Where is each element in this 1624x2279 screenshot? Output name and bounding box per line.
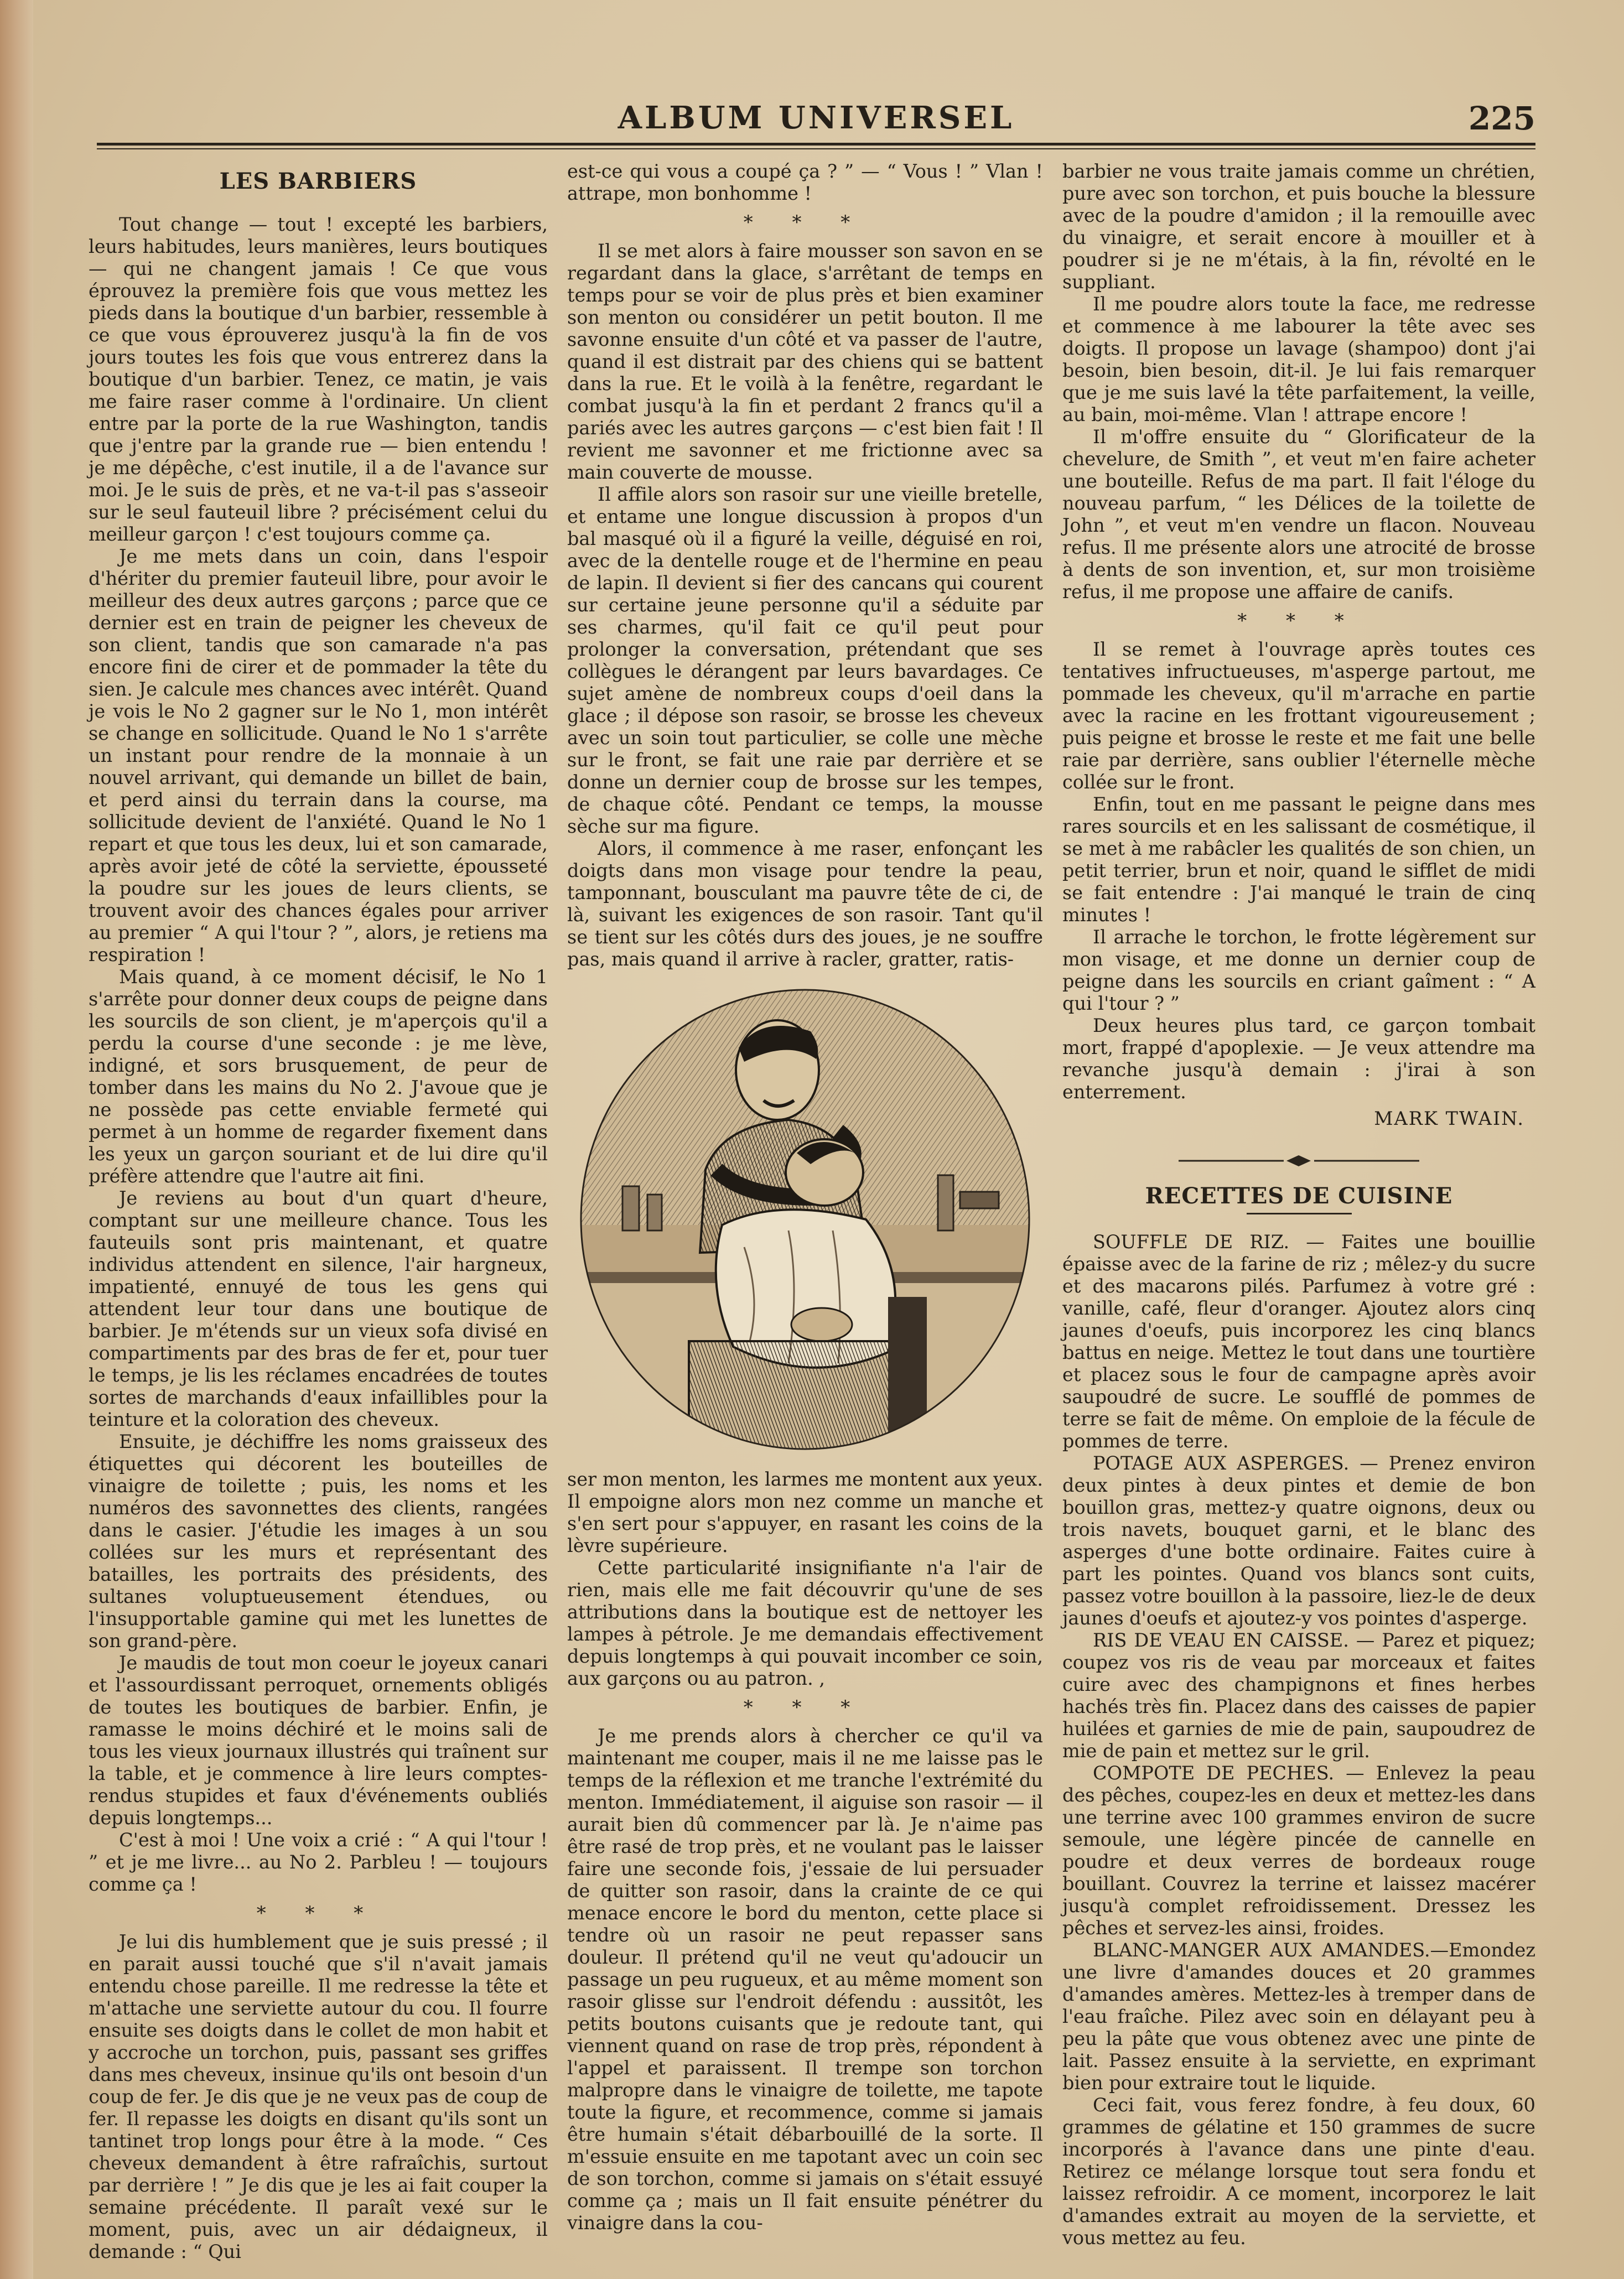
column-1	[89, 160, 548, 2262]
page-spine-shadow	[0, 0, 33, 2279]
paragraph: Alors, il commence à me raser, enfonçant les doigts dans mon visage pour tendre la peau, tamponnant, bousculant ma pauvre tête de ci, de là, suivant les exigences de son rasoir. Tant qu'il se tient sur les côtés durs des joues, je ne souffre pas, mais quand il arrive à racler, gratter, ratis-	[567, 838, 1043, 970]
paragraph: Je maudis de tout mon coeur le joyeux canari et l'assourdissant perroquet, ornements obligés de toutes les boutiques de barbier. Enfin, je ramasse le moins déchiré et le moins sali de tous les vieux journaux illustrés qui traînent sur la table, et je commence à lire leurs comptes-rendus stupides et faux d'événements oubliés depuis longtemps...	[89, 1652, 548, 1829]
recipe-paragraph: SOUFFLE DE RIZ. — Faites une bouillie épaisse avec de la farine de riz ; mêlez-y du sucre et des macarons pilés. Parfumez à votre gré : vanille, café, fleur d'oranger. Ajoutez alors cinq jaunes d'oeufs, puis incorporez les cinq blancs battus en neige. Mettez le tout dans une tourtière et placez sous le four de campagne après avoir saupoudré de sucre. Le soufflé de pommes de terre se fait de même. On emploie de la fécule de pommes de terre.	[1062, 1231, 1535, 1452]
paragraph: C'est à moi ! Une voix a crié : “ A qui l'tour ! ” et je me livre... au No 2. Parbleu ! — toujours comme ça !	[89, 1829, 548, 1895]
recipe-paragraph: POTAGE AUX ASPERGES. — Prenez environ deux pintes à deux pintes et demie de bon bouillon gras, mettez-y quatre oignons, deux ou trois navets, bouquet garni, et le blanc des asperges d'une botte ordinaire. Faites cuire à part les pointes. Quand vos blancs sont cuits, passez votre bouillon à la passoire, liez-le de deux jaunes d'oeufs et ajoutez-y vos pointes d'asperge.	[1062, 1452, 1535, 1629]
recipes-title: RECETTES DE CUISINE	[1145, 1183, 1453, 1209]
recipe-paragraph: BLANC-MANGER AUX AMANDES.—Emondez une livre d'amandes douces et 20 grammes d'amandes amères. Mettez-les à tremper dans de l'eau fraîche. Pilez avec soin en délayant peu à peu la pâte que vous obtenez avec une pinte de lait. Passez ensuite à la serviette, en exprimant bien pour extraire tout le liquide.	[1062, 1939, 1535, 2094]
barber-engraving-image	[578, 987, 1032, 1452]
paragraph: Je me mets dans un coin, dans l'espoir d'hériter du premier fauteuil libre, pour avoir le meilleur des deux autres garçons ; parce que ce dernier est en train de peigner les cheveux de son client, tandis que son camarade n'a pas encore fini de cirer et de pommader la tête du sien. Je calcule mes chances avec intérêt. Quand je vois le No 2 gagner sur le No 1, mon intérêt se change en sollicitude. Quand le No 1 s'arrête un instant pour rendre de la monnaie à un nouvel arrivant, qui demande un billet de bain, et perd ainsi du terrain dans la course, ma sollicitude devient de l'anxiété. Quand le No 1 repart et que tous les deux, lui et son camarade, après avoir jeté de côté la serviette, épousseté la poudre sur les joues de leurs clients, se trouvent avoir des chances égales pour arriver au premier “ A qui l'tour ? ”, alors, je retiens ma respiration !	[89, 546, 548, 965]
article-title: LES BARBIERS	[219, 168, 417, 194]
recipe-paragraph: COMPOTE DE PECHES. — Enlevez la peau des pêches, coupez-les en deux et mettez-les dans une terrine avec 100 grammes environ de sucre semoule, une légère pincée de cannelle en poudre et deux verres de bordeaux rouge bouillant. Couvrez la terrine et laissez macérer jusqu'à complet refroidissement. Dressez les pêches et servez-les ainsi, froides.	[1062, 1762, 1535, 1939]
section-break-stars: * * *	[743, 211, 867, 233]
column-3	[1062, 160, 1535, 2249]
paragraph: Il se remet à l'ouvrage après toutes ces tentatives infructueuses, m'asperge partout, me pommade les cheveux, qu'il m'arrache en partie avec la racine en les frottant vigoureusement ; puis peigne et brosse le reste et me fait une belle raie par derrière, sans oublier l'éternelle mèche collée sur le front.	[1062, 638, 1535, 793]
header-rule-thin	[97, 148, 1535, 149]
paragraph: ser mon menton, les larmes me montent aux yeux. Il empoigne alors mon nez comme un manche et s'en sert pour s'appuyer, en rasant les coins de la lèvre supérieure.	[567, 1468, 1043, 1556]
section-break-stars: * * *	[743, 1696, 867, 1719]
paragraph: Deux heures plus tard, ce garçon tombait mort, frappé d'apoplexie. — Je veux attendre ma revanche jusqu'à demain : j'irai à son enterrement.	[1062, 1015, 1535, 1103]
paragraph: Ensuite, je déchiffre les noms graisseux des étiquettes qui décorent les bouteilles de vinaigre de toilette ; puis, les noms et les numéros des savonnettes des clients, rangées dans le casier. J'étudie les images à un sou collées sur les murs et représentant des batailles, les portraits des présidents, des sultanes voluptueusement étendues, ou l'insupportable gamine qui met les lunettes de son grand-père.	[89, 1431, 548, 1652]
title-underline	[1247, 1213, 1352, 1214]
page-header	[97, 100, 1535, 144]
ornament-rule-image	[1062, 1153, 1535, 1169]
paragraph: Il se met alors à faire mousser son savon en se regardant dans la glace, s'arrêtant de temps en temps pour se voir de plus près et bien examiner son menton ou considérer un petit bouton. Il me savonne ensuite d'un côté et va passer de l'autre, quand il est distrait par des chiens qui se battent dans la rue. Et le voilà à la fenêtre, regardant le combat jusqu'à la fin et perdant 2 francs qu'il a pariés avec les autres garçons — c'est bien fait ! Il revient me savonner et me frictionne avec sa main couverte de mousse.	[567, 240, 1043, 483]
paragraph: barbier ne vous traite jamais comme un chrétien, pure avec son torchon, et puis bouche la blessure avec de la poudre d'amidon ; il la remouille avec du vinaigre, et serait encore à mouiller et à poudrer si je ne m'étais, à la fin, révolté en le suppliant.	[1062, 160, 1535, 293]
paragraph: Il arrache le torchon, le frotte légèrement sur mon visage, et me donne un dernier coup de peigne dans les sourcils en criant gaîment : “ A qui l'tour ? ”	[1062, 926, 1535, 1014]
section-break-stars: * * *	[256, 1902, 380, 1924]
recipe-paragraph: RIS DE VEAU EN CAISSE. — Parez et piquez; coupez vos ris de veau par morceaux et faites cuire avec des champignons et fines herbes hachés très fin. Placez dans des caisses de papier huilées et garnies de mie de pain, saupoudrez de mie de pain et mettez sur le gril.	[1062, 1629, 1535, 1762]
paragraph: Il affile alors son rasoir sur une vieille bretelle, et entame une longue discussion à propos d'un bal masqué où il a figuré la veille, déguisé en roi, avec de la dentelle rouge et de l'hermine en peau de lapin. Il devient si fier des cancans qui courent sur certaine jeune personne qu'il a séduite par ses charmes, qu'il fait ce qu'il peut pour prolonger la conversation, prétendant que ses collègues le dérangent par leurs bavardages. Ce sujet amène de nombreux coups d'oeil dans la glace ; il dépose son rasoir, se brosse les cheveux avec un soin tout particulier, se colle une mèche sur le front, se fait une raie par derrière et se donne un dernier coup de brosse sur les tempes, de chaque côté. Pendant ce temps, la mousse sèche sur ma figure.	[567, 484, 1043, 837]
running-title: ALBUM UNIVERSEL	[618, 100, 1015, 136]
paragraph: est-ce qui vous a coupé ça ? ” — “ Vous ! ” Vlan ! attrape, mon bonhomme !	[567, 160, 1043, 204]
paragraph: Je lui dis humblement que je suis pressé ; il en parait aussi touché que s'il n'avait jamais entendu chose pareille. Il me redresse la tête et m'attache une serviette autour du cou. Il fourre ensuite ses doigts dans le collet de mon habit et y accroche un torchon, puis, passant ses griffes dans mes cheveux, insinue qu'ils ont besoin d'un coup de fer. Je dis que je ne veux pas de coup de fer. Il repasse les doigts en disant qu'ils sont un tantinet trop longs pour être à la mode. “ Ces cheveux demandent à être rafraîchis, surtout par derrière ! ” Je dis que je les ai fait couper la semaine précédente. Il paraît vexé sur le moment, puis, avec un air dédaigneux, il demande : “ Qui	[89, 1931, 548, 2262]
paragraph: Je reviens au bout d'un quart d'heure, comptant sur une meilleure chance. Tous les fauteuils sont pris maintenant, et quatre individus attendent en silence, l'air hargneux, impatienté, ennuyé de tous les gens qui attendent leur tour dans une boutique de barbier. Je m'étends sur un vieux sofa divisé en compartiments par des bras de fer et, pour tuer le temps, je lis les réclames encadrées de toutes sortes de marchands d'eaux infaillibles pour la teinture et la coloration des cheveux.	[89, 1187, 548, 1430]
column-2	[567, 160, 1043, 2234]
paragraph: Tout change — tout ! excepté les barbiers, leurs habitudes, leurs manières, leurs boutiques — qui ne changent jamais ! Ce que vous éprouvez la première fois que vous mettez les pieds dans la boutique d'un barbier, ressemble à ce que vous éprouverez jusqu'à la fin de vos jours toutes les fois que vous entrerez dans la boutique d'un barbier. Tenez, ce matin, je vais me faire raser comme à l'ordinaire. Un client entre par la porte de la rue Washington, tandis que j'entre par la grande rue — bien entendu ! je me dépêche, c'est inutile, il a de l'avance sur moi. Je le suis de près, et ne va-t-il pas s'asseoir sur le seul fauteuil libre ? précisément celui du meilleur garçon ! c'est toujours comme ça.	[89, 214, 548, 545]
paragraph: Enfin, tout en me passant le peigne dans mes rares sourcils et en les salissant de cosmétique, il se met à me rabâcler les qualités de son chien, un petit terrier, brun et noir, quand le sifflet de midi se fait entendre : J'ai manqué le train de cinq minutes !	[1062, 793, 1535, 926]
recipe-paragraph: Ceci fait, vous ferez fondre, à feu doux, 60 grammes de gélatine et 150 grammes de sucre incorporés à l'avance dans une pinte d'eau. Retirez ce mélange lorsque tout sera fondu et laissez refroidir. A ce moment, incorporez le lait d'amandes extrait au moyen de la serviette, et vous mettez au feu.	[1062, 2094, 1535, 2249]
paragraph: Mais quand, à ce moment décisif, le No 1 s'arrête pour donner deux coups de peigne dans les sourcils de son client, je m'aperçois qu'il a perdu la course d'une seconde : je me lève, indigné, et sors brusquement, de peur de tomber dans les mains du No 2. J'avoue que je ne possède pas cette enviable fermeté qui permet à un homme de regarder fixement dans les yeux un garçon souriant et de lui dire qu'il préfère attendre que l'autre ait fini.	[89, 966, 548, 1187]
paragraph: Cette particularité insignifiante n'a l'air de rien, mais elle me fait découvrir qu'une de ses attributions dans la boutique est de nettoyer les lampes à pétrole. Je me demandais effectivement depuis longtemps à qui pouvait incomber ce soin, aux garçons ou au patron. ,	[567, 1557, 1043, 1689]
header-rule-thick	[97, 143, 1535, 146]
barber-illustration	[578, 987, 1032, 1452]
paragraph: Il m'offre ensuite du “ Glorificateur de la chevelure, de Smith ”, et veut m'en faire acheter une bouteille. Refus de ma part. Il fait l'éloge du nouveau parfum, “ les Délices de la toilette de John ”, et veut m'en vendre un flacon. Nouveau refus. Il me présente alors une atrocité de brosse à dents de son invention, et, sur mon troisième refus, il me propose une affaire de canifs.	[1062, 426, 1535, 603]
author-signature: MARK TWAIN.	[1374, 1108, 1524, 1129]
paragraph: Il me poudre alors toute la face, me redresse et commence à me labourer la tête avec ses doigts. Il propose un lavage (shampoo) dont j'ai besoin, bien besoin, dit-il. Je lui fais remarquer que je me suis lavé la tête parfaitement, la veille, au bain, moi-même. Vlan ! attrape encore !	[1062, 293, 1535, 425]
ornamental-separator	[1062, 1152, 1535, 1169]
section-break-stars: * * *	[1237, 610, 1361, 632]
paragraph: Je me prends alors à chercher ce qu'il va maintenant me couper, mais il ne me laisse pas le temps de la réflexion et me tranche l'extrémité du menton. Immédiatement, il aiguise son rasoir — il aurait bien dû commencer par là. Je n'aime pas être rasé de trop près, et ne voulant pas le laisser faire une seconde fois, j'essaie de lui persuader de quitter son rasoir, dans la crainte de ce qui menace encore le bord du menton, cette place si tendre où un rasoir ne peut repasser sans douleur. Il prétend qu'il ne veut qu'adoucir un passage un peu rugueux, et au même moment son rasoir glisse sur l'endroit défendu : aussitôt, les petits boutons cuisants que je redoute tant, qui viennent quand on rase de trop près, répondent à l'appel et paraissent. Il trempe son torchon malpropre dans le vinaigre de toilette, me tapote toute la figure, et recommence, comme si jamais être humain s'était débarbouillé de la sorte. Il m'essuie ensuite en me tapotant avec un coin sec de son torchon, comme si jamais on s'était essuyé comme ça ; mais un Il fait ensuite pénétrer du vinaigre dans la cou-	[567, 1725, 1043, 2234]
page-number: 225	[1468, 100, 1535, 137]
